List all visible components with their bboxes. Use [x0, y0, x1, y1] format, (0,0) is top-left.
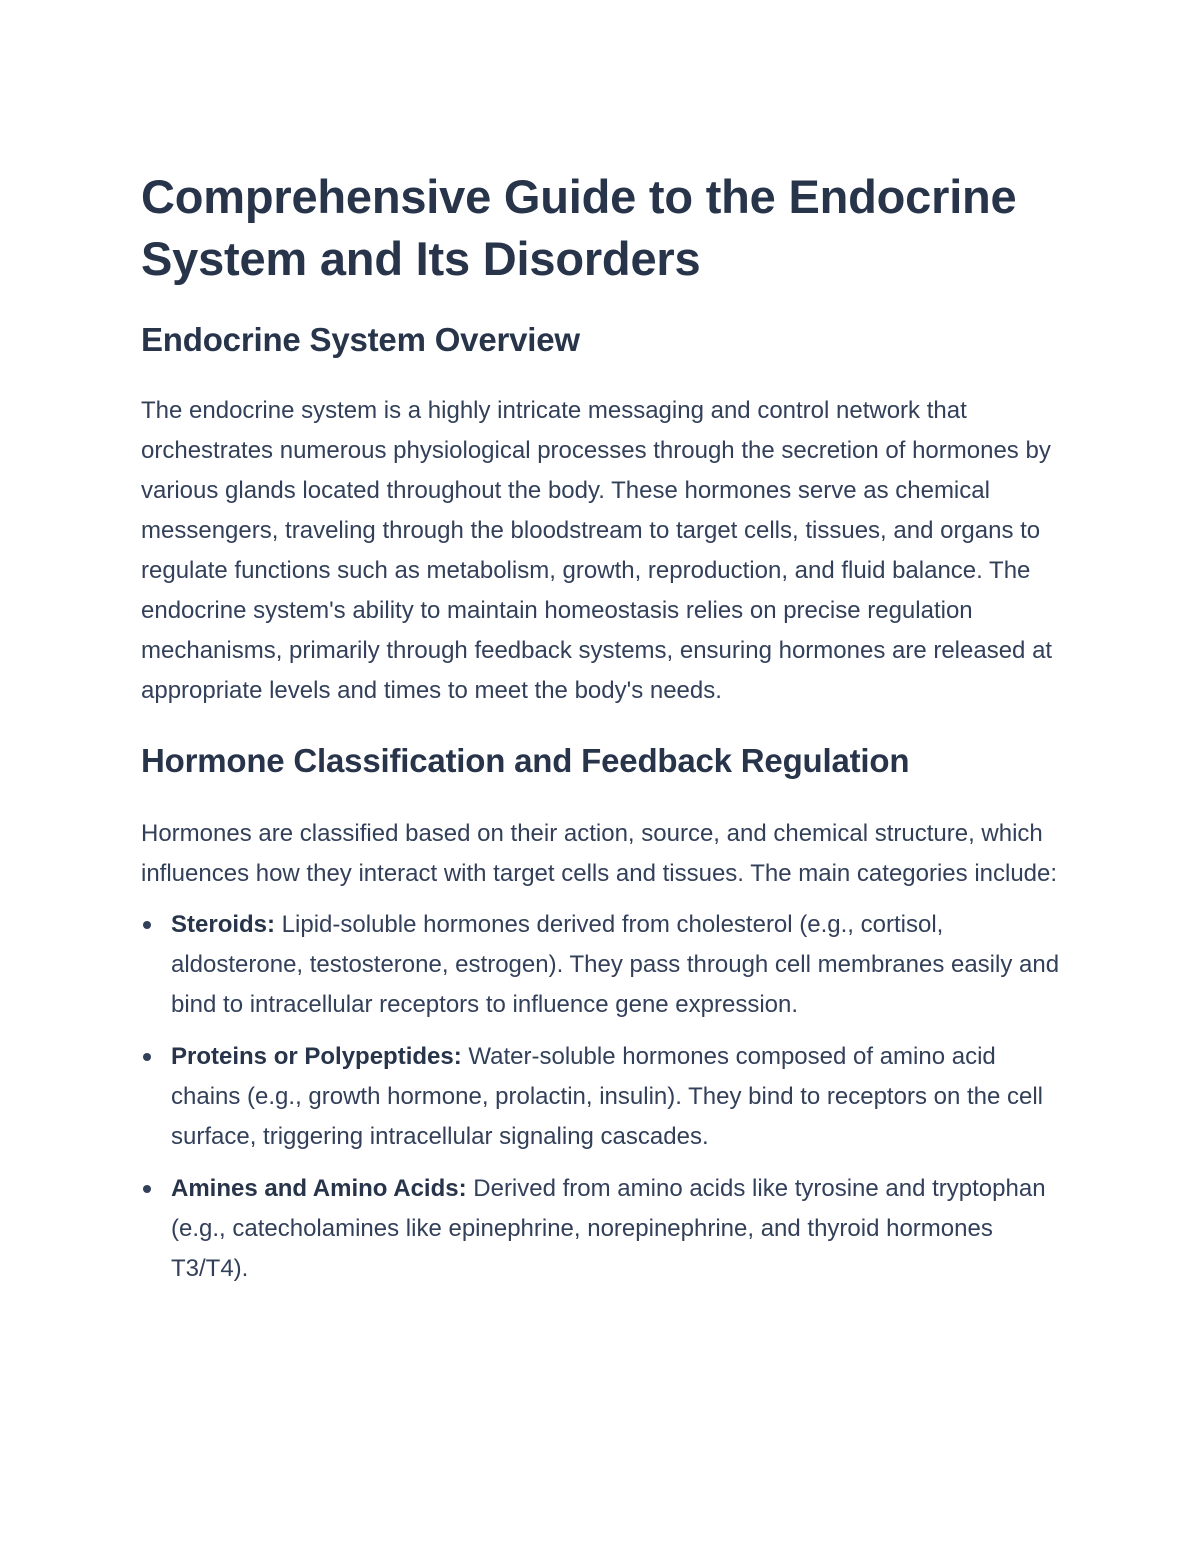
list-item-proteins	[141, 1037, 1071, 1157]
bullet-icon	[143, 921, 151, 929]
list-item-text: Water-soluble hormones composed of amino acid chains (e.g., growth hormone, prolactin, insulin). They bind to receptors on the cell surface, triggering intracellular signaling cascades.	[171, 1043, 1044, 1150]
section-paragraph-overview: The endocrine system is a highly intricate messaging and control network that orchestrates numerous physiological processes through the secretion of hormones by various glands located throughout the body. These hormones serve as chemical messengers, traveling through the bloodstream to target cells, tissues, and organs to regulate functions such as metabolism, growth, reproduction, and fluid balance. The endocrine system's ability to maintain homeostasis relies on precise regulation mechanisms, primarily through feedback systems, ensuring hormones are released at appropriate levels and times to meet the body's needs.	[141, 397, 1053, 704]
bullet-icon	[143, 1053, 151, 1061]
section-heading-overview: Endocrine System Overview	[141, 321, 580, 358]
hormone-category-list	[141, 905, 1071, 1289]
section-heading-classification: Hormone Classification and Feedback Regulation	[141, 742, 910, 779]
list-item-term: Amines and Amino Acids:	[171, 1175, 467, 1202]
list-item-text: Derived from amino acids like tyrosine and tryptophan (e.g., catecholamines like epinephrine, norepinephrine, and thyroid hormones T3/T4).	[171, 1175, 1046, 1282]
list-item-amines	[141, 1169, 1071, 1289]
document-page	[141, 166, 1071, 1301]
list-item-term: Proteins or Polypeptides:	[171, 1043, 462, 1070]
list-item-steroids	[141, 905, 1071, 1025]
bullet-icon	[143, 1185, 151, 1193]
document-title: Comprehensive Guide to the Endocrine System and Its Disorders	[141, 170, 1017, 285]
list-item-term: Steroids:	[171, 911, 276, 938]
section-paragraph-classification: Hormones are classified based on their action, source, and chemical structure, which influences how they interact with target cells and tissues. The main categories include:	[141, 820, 1058, 887]
list-item-text: Lipid-soluble hormones derived from cholesterol (e.g., cortisol, aldosterone, testosterone, estrogen). They pass through cell membranes easily and bind to intracellular receptors to influence gene expression.	[171, 911, 1060, 1018]
